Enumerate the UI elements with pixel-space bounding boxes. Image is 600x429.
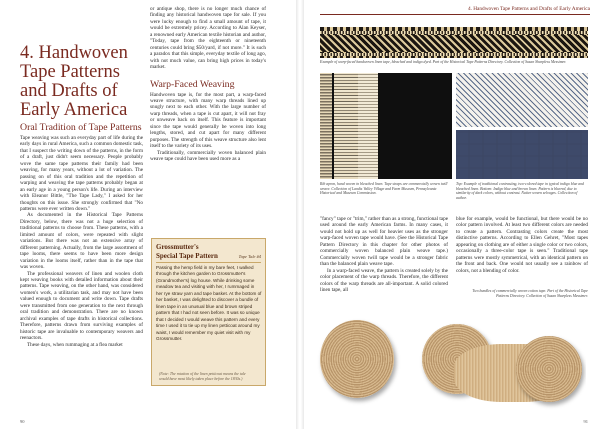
tape-edge xyxy=(320,31,588,34)
sidebar-subtitle: Special Tape Pattern xyxy=(156,252,218,260)
tape-roll-left xyxy=(320,320,394,398)
page-number-right: 91 xyxy=(583,419,588,424)
sidebar-note: (Note: The rotation of the linen petticoat means the tale would have most likely taken place before the 1830s.) xyxy=(159,372,246,381)
left-column-1 xyxy=(20,120,143,348)
paragraph: "fancy" tape or "trim," rather than as a strong, functional tape used around the early American farms. In many cases, it would not hold up as well for heavier uses as the stronger warp-faced woven tape would have. (See the Historical Tape Pattern Directory in this chapter for other photos of commercially woven balanced plain weave tape.) Commercially woven twill tape would be a stronger fabric than the balanced plain weave tape. xyxy=(320,216,448,268)
right-column-2 xyxy=(456,216,588,274)
running-rule xyxy=(320,14,590,15)
apron-fabric xyxy=(334,73,358,179)
paragraph: As documented in the Historical Tape Patterns Directory, below, there was not a huge selection of traditional patterns to choose from. These patterns, with a limited amount of colors, were repeated with slight variations. But there was not an extensive array of different patterning. Actually, from the large assortment of tape looms, there seems to have been more design variation in the looms itself, rather than in the tape that was woven. xyxy=(20,212,143,271)
right-column-1 xyxy=(320,216,448,293)
photo-contrasting-tape xyxy=(456,73,588,127)
paragraph: Handwoven tape is, for the most part, a warp-faced weave structure, with many warp threads lined up snugly next to each other. With the large number of warp threads, when a tape is cut apart, it will not fray or unweave back on itself. This feature is important since the tape would generally be woven into long lengths, stored, and cut apart for many different purposes. The strength of this weave structure also lent itself to the variety of its uses. xyxy=(150,91,266,150)
sidebar-tag: Tape Tale #4 xyxy=(238,254,261,259)
tape-pattern-blurred xyxy=(456,130,588,179)
left-column-2 xyxy=(150,6,266,163)
tape-pattern xyxy=(320,35,588,52)
apron-strap xyxy=(320,73,332,179)
paragraph: These days, when rummaging at a flea market xyxy=(27,341,123,348)
caption-rib-apron: Rib apron, hand woven in bleached linen. Tape straps are commercially woven twill weave. Collection of Landis Valley Village and Farm Museum, Pennsylvania Historical and Museum Commission. xyxy=(320,182,448,196)
tape-tale-sidebar xyxy=(151,238,266,386)
left-page xyxy=(0,0,296,429)
photo-blue-brown-tape xyxy=(456,130,588,179)
sidebar-title: Grossmutter's xyxy=(156,243,199,251)
section-heading-oral-tradition: Oral Tradition of Tape Patterns xyxy=(20,122,142,133)
photo-warp-faced-tape xyxy=(320,27,588,58)
tape-edge xyxy=(320,53,588,56)
paragraph: The professional weavers of linen and woolen cloth kept weaving books with detailed information about their patterns. Tape weaving, on the other hand, was considered women's work, a utilitarian task, and may not have been valued enough to document and write down. Tape drafts were transmitted from one generation to the next through oral tradition and demonstration. There are no known archival examples of tape drafts in historical collections. Therefore, patterns drawn from surviving examples of historic tape are invaluable to contemporary weavers and reenactors. xyxy=(20,270,143,342)
sidebar-body: Passing the hemp field in my bare feet, I walked through the kitchen garden to Grossmutter's (Grandmother's) log house. While drinking some meadow tea and visiting with her, I rummaged in her rye straw yarn and tape basket. At the bottom of her basket, I was delighted to discover a bundle of linen tape in an unusual blue and brown striped pattern that I had not seen before. It was so unique that I decided I would weave this pattern and every time I used it to tie up my linen petticoat around my waist, I would remember my quiet visit with my Grossmutter. xyxy=(156,265,262,341)
caption-top-photo: Example of warp-faced handwoven linen tape, bleached and indigo dyed. Part of the Historical Tape Patterns Directory. Collection of Susan Sharpless Messimer. xyxy=(320,60,567,64)
paragraph: blue for example, would be functional, but there would be no color pattern involved. At least two different colors are needed to create a pattern. Contrasting colors create the most distinctive patterns. According to Ellen Gehret, "Most tapes appearing on clothing are of either a single color or two colors, occasionally a three-color tape is seen." Traditional tape patterns were mostly symmetrical, with an identical pattern on the front and back. One would not usually see a rainbow of colors, not a blending of color. xyxy=(456,216,588,274)
caption-two-tapes: Top: Example of traditional contrasting, two-colored tape in typical indigo blue and bleached linen. Bottom: Indigo blue and brown linen. Pattern is blurred, due to similarity of dark colors, without contrast. Native woven selvages. Collection of author. xyxy=(456,182,584,200)
paragraph: In a warp-faced weave, the pattern is created solely by the color placement of the warp threads. Therefore, the different colors of the warp threads are all-important. A solid colored linen tape, all xyxy=(320,267,448,293)
apron-fabric xyxy=(358,73,378,179)
photo-cotton-tape-rolls xyxy=(316,314,586,414)
tape-roll-right xyxy=(516,336,582,402)
paragraph: or antique shop, there is no longer much chance of finding any historical handwoven tape for sale. If you were lucky enough to find a small amount of tape, it would be extremely pricey. According to Alan Keyser, a renowned early American textile historian and author, "Today, tape from the eighteenth or nineteenth centuries could bring $50/yard, if not more." It is such a paradox that this simple, everyday textile of long ago, with not much value, can bring high prices in today's market. xyxy=(150,6,266,71)
section-heading-warp-faced: Warp-Faced Weaving xyxy=(150,78,235,90)
paragraph: Tape weaving was such an everyday part of life during the early days in rural America, such a common domestic task, that I suspect the writing down of the patterns, in the form of a draft, just didn't seem necessary. People probably wove the same tape patterns their family had been weaving, for many years, without a lot of variation. The passing on of this oral tradition and the repetition of warping and weaving the tape patterns probably began at an early age in a young person's life. During an interview with Eleanor Bittle, "The Tape Lady," I asked for her thoughts on this issue. She strongly confirmed that "No patterns were ever written down." xyxy=(20,135,143,212)
book-gutter xyxy=(296,0,304,429)
page-number-left: 90 xyxy=(20,419,25,424)
tape-pattern-contrast xyxy=(456,73,588,127)
chapter-title: 4. Handwoven Tape Patterns and Drafts of Early America xyxy=(20,43,128,120)
caption-bottom-photo: Two bundles of commercially woven cotton tape. Part of the Historical Tape Patterns Directory. Collection of Susan Sharpless Messimer. xyxy=(472,289,588,298)
paragraph: Traditionally, commercially woven balanced plain weave tape could have been used more as a xyxy=(150,149,266,163)
running-head: 4. Handwoven Tape Patterns and Drafts of Early America xyxy=(467,6,590,12)
sidebar-header xyxy=(156,243,261,263)
photo-rib-apron xyxy=(320,73,452,179)
